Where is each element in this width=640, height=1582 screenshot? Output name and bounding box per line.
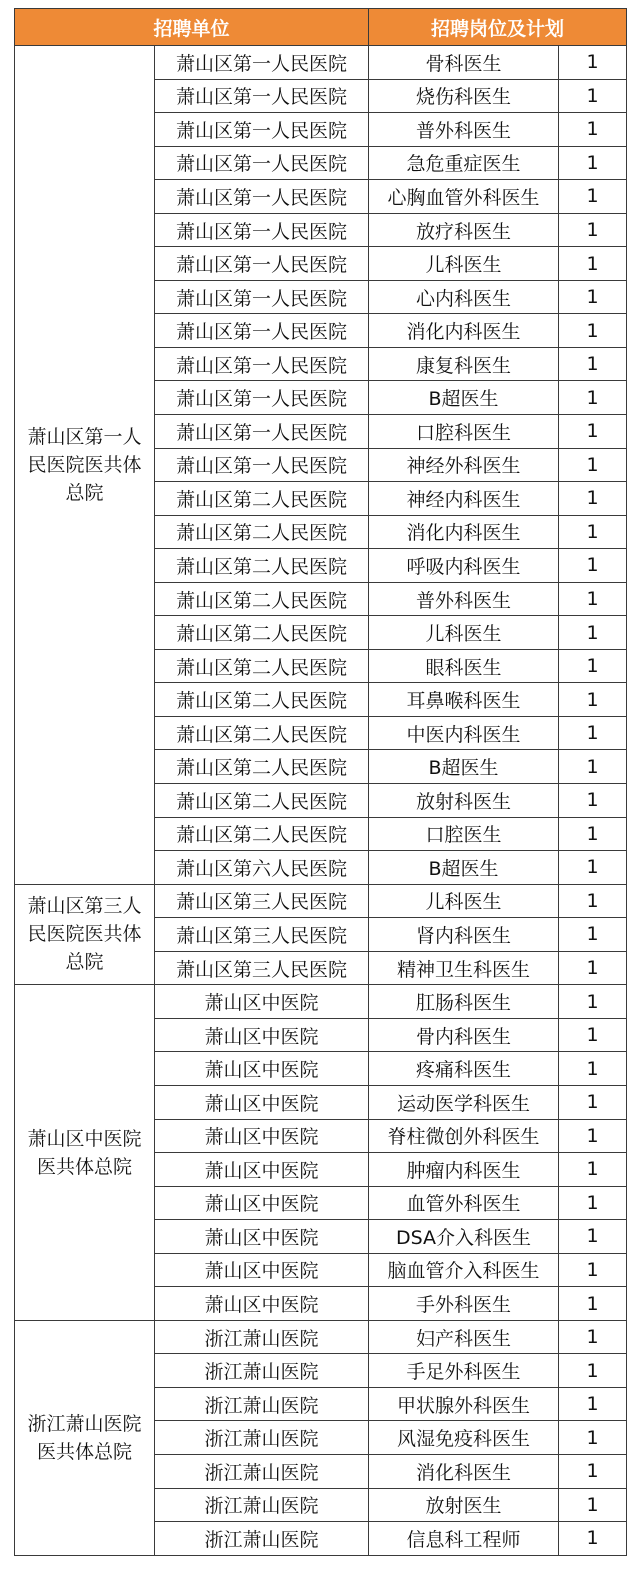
hospital-cell: 萧山区第一人民医院 [155, 46, 369, 80]
count-cell: 1 [559, 985, 627, 1019]
hospital-cell: 萧山区第二人民医院 [155, 817, 369, 851]
position-cell: 骨内科医生 [369, 1018, 559, 1052]
count-cell: 1 [559, 113, 627, 147]
position-cell: 儿科医生 [369, 884, 559, 918]
hospital-cell: 萧山区第一人民医院 [155, 146, 369, 180]
hospital-cell: 萧山区第二人民医院 [155, 616, 369, 650]
count-cell: 1 [559, 582, 627, 616]
position-cell: 手足外科医生 [369, 1354, 559, 1388]
hospital-cell: 萧山区第一人民医院 [155, 247, 369, 281]
position-cell: 肛肠科医生 [369, 985, 559, 1019]
position-cell: 神经外科医生 [369, 448, 559, 482]
position-cell: 精神卫生科医生 [369, 951, 559, 985]
hospital-cell: 萧山区中医院 [155, 985, 369, 1019]
count-cell: 1 [559, 1085, 627, 1119]
group-name-cell: 浙江萧山医院医共体总院 [15, 1320, 155, 1555]
count-cell: 1 [559, 817, 627, 851]
hospital-cell: 浙江萧山医院 [155, 1522, 369, 1556]
hospital-cell: 萧山区第一人民医院 [155, 415, 369, 449]
header-unit: 招聘单位 [15, 9, 369, 46]
hospital-cell: 萧山区第一人民医院 [155, 448, 369, 482]
count-cell: 1 [559, 448, 627, 482]
count-cell: 1 [559, 683, 627, 717]
hospital-cell: 萧山区第二人民医院 [155, 649, 369, 683]
position-cell: 甲状腺外科医生 [369, 1387, 559, 1421]
position-cell: 风湿免疫科医生 [369, 1421, 559, 1455]
count-cell: 1 [559, 1522, 627, 1556]
count-cell: 1 [559, 1153, 627, 1187]
hospital-cell: 萧山区第二人民医院 [155, 784, 369, 818]
hospital-cell: 萧山区中医院 [155, 1018, 369, 1052]
table-row [15, 46, 627, 80]
position-cell: 普外科医生 [369, 582, 559, 616]
count-cell: 1 [559, 750, 627, 784]
hospital-cell: 萧山区第三人民医院 [155, 884, 369, 918]
hospital-cell: 浙江萧山医院 [155, 1488, 369, 1522]
hospital-cell: 萧山区中医院 [155, 1287, 369, 1321]
count-cell: 1 [559, 1387, 627, 1421]
count-cell: 1 [559, 1119, 627, 1153]
count-cell: 1 [559, 213, 627, 247]
position-cell: 脊柱微创外科医生 [369, 1119, 559, 1153]
hospital-cell: 萧山区中医院 [155, 1052, 369, 1086]
count-cell: 1 [559, 1488, 627, 1522]
hospital-cell: 浙江萧山医院 [155, 1354, 369, 1388]
count-cell: 1 [559, 784, 627, 818]
count-cell: 1 [559, 716, 627, 750]
position-cell: 康复科医生 [369, 347, 559, 381]
group-name-cell: 萧山区中医院医共体总院 [15, 985, 155, 1320]
count-cell: 1 [559, 347, 627, 381]
position-cell: 骨科医生 [369, 46, 559, 80]
count-cell: 1 [559, 1253, 627, 1287]
hospital-cell: 萧山区第一人民医院 [155, 113, 369, 147]
position-cell: 呼吸内科医生 [369, 549, 559, 583]
group-name-cell: 萧山区第一人民医院医共体总院 [15, 46, 155, 885]
count-cell: 1 [559, 46, 627, 80]
table-row [15, 1320, 627, 1354]
header-position-plan: 招聘岗位及计划 [369, 9, 627, 46]
position-cell: 消化内科医生 [369, 515, 559, 549]
hospital-cell: 萧山区中医院 [155, 1153, 369, 1187]
count-cell: 1 [559, 851, 627, 885]
table-row [15, 985, 627, 1019]
position-cell: 眼科医生 [369, 649, 559, 683]
count-cell: 1 [559, 79, 627, 113]
hospital-cell: 萧山区第一人民医院 [155, 79, 369, 113]
position-cell: B超医生 [369, 851, 559, 885]
position-cell: 烧伤科医生 [369, 79, 559, 113]
hospital-cell: 萧山区第一人民医院 [155, 381, 369, 415]
hospital-cell: 萧山区第六人民医院 [155, 851, 369, 885]
count-cell: 1 [559, 381, 627, 415]
hospital-cell: 萧山区第二人民医院 [155, 716, 369, 750]
hospital-cell: 萧山区中医院 [155, 1253, 369, 1287]
count-cell: 1 [559, 1320, 627, 1354]
position-cell: 儿科医生 [369, 247, 559, 281]
hospital-cell: 萧山区第一人民医院 [155, 280, 369, 314]
count-cell: 1 [559, 884, 627, 918]
count-cell: 1 [559, 1354, 627, 1388]
count-cell: 1 [559, 1454, 627, 1488]
position-cell: 运动医学科医生 [369, 1085, 559, 1119]
hospital-cell: 萧山区第二人民医院 [155, 582, 369, 616]
hospital-cell: 萧山区第二人民医院 [155, 482, 369, 516]
hospital-cell: 浙江萧山医院 [155, 1320, 369, 1354]
position-cell: 肾内科医生 [369, 918, 559, 952]
hospital-cell: 萧山区第三人民医院 [155, 918, 369, 952]
hospital-cell: 萧山区中医院 [155, 1220, 369, 1254]
hospital-cell: 萧山区中医院 [155, 1085, 369, 1119]
position-cell: B超医生 [369, 381, 559, 415]
count-cell: 1 [559, 649, 627, 683]
hospital-cell: 浙江萧山医院 [155, 1387, 369, 1421]
table-header-row [15, 9, 627, 46]
position-cell: B超医生 [369, 750, 559, 784]
position-cell: 疼痛科医生 [369, 1052, 559, 1086]
position-cell: 手外科医生 [369, 1287, 559, 1321]
hospital-cell: 萧山区第一人民医院 [155, 213, 369, 247]
position-cell: 耳鼻喉科医生 [369, 683, 559, 717]
count-cell: 1 [559, 1052, 627, 1086]
position-cell: 心胸血管外科医生 [369, 180, 559, 214]
position-cell: 消化内科医生 [369, 314, 559, 348]
position-cell: 血管外科医生 [369, 1186, 559, 1220]
count-cell: 1 [559, 180, 627, 214]
position-cell: 消化科医生 [369, 1454, 559, 1488]
count-cell: 1 [559, 616, 627, 650]
hospital-cell: 萧山区第二人民医院 [155, 549, 369, 583]
count-cell: 1 [559, 515, 627, 549]
group-name-cell: 萧山区第三人民医院医共体总院 [15, 884, 155, 985]
position-cell: 中医内科医生 [369, 716, 559, 750]
position-cell: 心内科医生 [369, 280, 559, 314]
position-cell: 神经内科医生 [369, 482, 559, 516]
count-cell: 1 [559, 1018, 627, 1052]
hospital-cell: 浙江萧山医院 [155, 1454, 369, 1488]
hospital-cell: 萧山区第二人民医院 [155, 683, 369, 717]
position-cell: 放射科医生 [369, 784, 559, 818]
count-cell: 1 [559, 482, 627, 516]
hospital-cell: 萧山区第一人民医院 [155, 347, 369, 381]
hospital-cell: 浙江萧山医院 [155, 1421, 369, 1455]
hospital-cell: 萧山区第一人民医院 [155, 314, 369, 348]
count-cell: 1 [559, 247, 627, 281]
recruitment-table [14, 8, 627, 1556]
count-cell: 1 [559, 1421, 627, 1455]
position-cell: DSA介入科医生 [369, 1220, 559, 1254]
position-cell: 放疗科医生 [369, 213, 559, 247]
position-cell: 儿科医生 [369, 616, 559, 650]
hospital-cell: 萧山区中医院 [155, 1119, 369, 1153]
position-cell: 放射医生 [369, 1488, 559, 1522]
position-cell: 普外科医生 [369, 113, 559, 147]
position-cell: 口腔医生 [369, 817, 559, 851]
count-cell: 1 [559, 415, 627, 449]
hospital-cell: 萧山区中医院 [155, 1186, 369, 1220]
count-cell: 1 [559, 1220, 627, 1254]
hospital-cell: 萧山区第二人民医院 [155, 515, 369, 549]
table-row [15, 884, 627, 918]
table-body [15, 46, 627, 1556]
hospital-cell: 萧山区第二人民医院 [155, 750, 369, 784]
position-cell: 肿瘤内科医生 [369, 1153, 559, 1187]
count-cell: 1 [559, 146, 627, 180]
hospital-cell: 萧山区第一人民医院 [155, 180, 369, 214]
count-cell: 1 [559, 1287, 627, 1321]
position-cell: 脑血管介入科医生 [369, 1253, 559, 1287]
count-cell: 1 [559, 951, 627, 985]
count-cell: 1 [559, 549, 627, 583]
position-cell: 信息科工程师 [369, 1522, 559, 1556]
count-cell: 1 [559, 1186, 627, 1220]
position-cell: 急危重症医生 [369, 146, 559, 180]
count-cell: 1 [559, 314, 627, 348]
hospital-cell: 萧山区第三人民医院 [155, 951, 369, 985]
position-cell: 妇产科医生 [369, 1320, 559, 1354]
position-cell: 口腔科医生 [369, 415, 559, 449]
count-cell: 1 [559, 280, 627, 314]
count-cell: 1 [559, 918, 627, 952]
